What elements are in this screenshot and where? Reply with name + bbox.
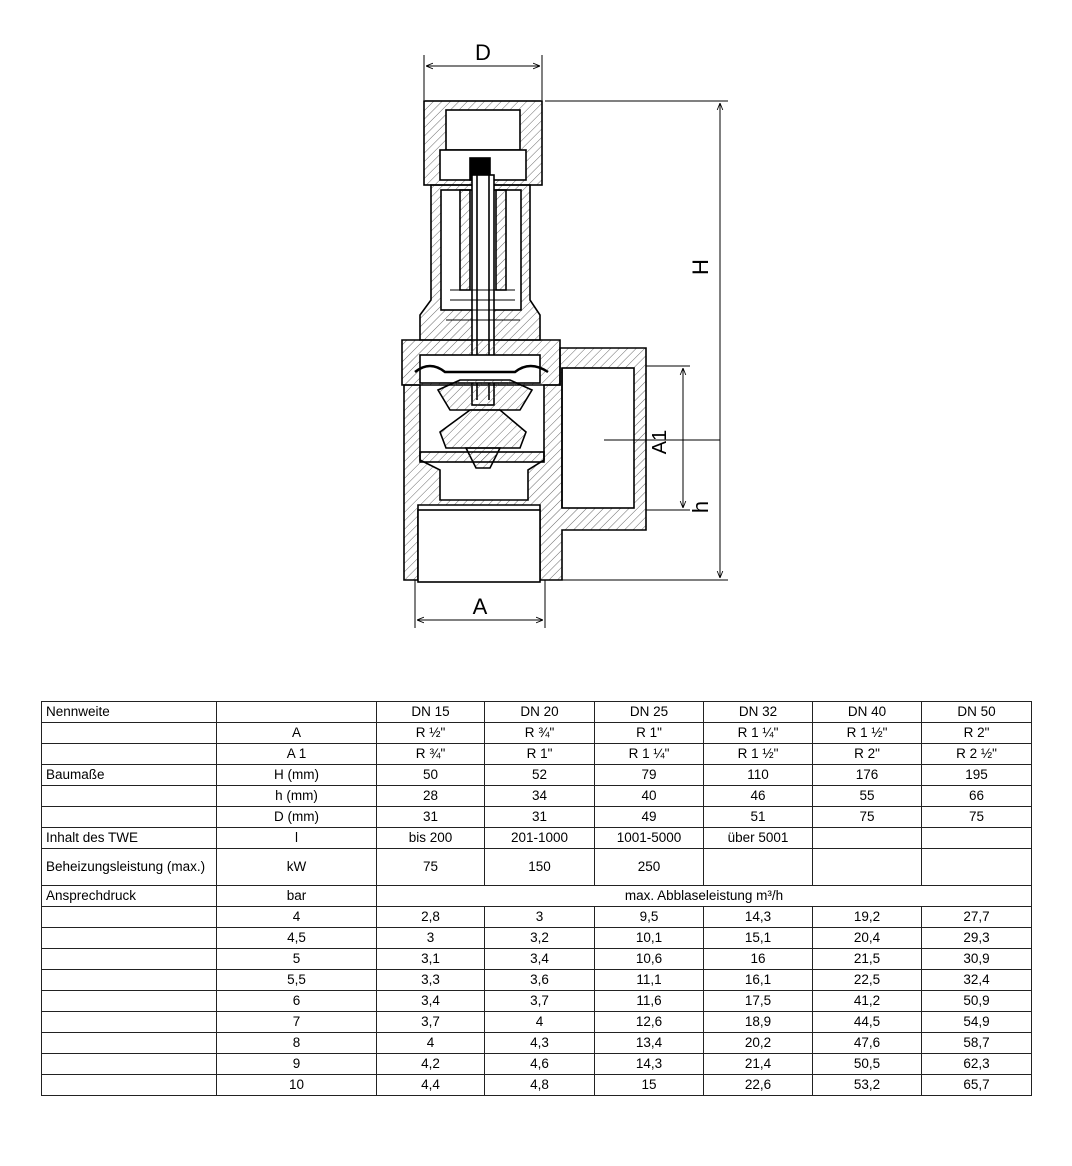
table-cell: 16,1 xyxy=(704,970,813,991)
dim-label-a1: A1 xyxy=(649,429,671,455)
row-label xyxy=(42,807,217,828)
table-cell: 50,5 xyxy=(813,1054,922,1075)
table-cell: 3,7 xyxy=(377,1012,485,1033)
table-cell: R 1" xyxy=(485,744,595,765)
header-label: Nennweite xyxy=(42,702,217,723)
table-cell: 65,7 xyxy=(922,1075,1032,1096)
table-cell: R 2 ½" xyxy=(922,744,1032,765)
table-cell: 3,2 xyxy=(485,928,595,949)
table-cell: 3,4 xyxy=(485,949,595,970)
table-cell: 27,7 xyxy=(922,907,1032,928)
table-cell xyxy=(813,828,922,849)
header-col: DN 20 xyxy=(485,702,595,723)
table-cell: R ¾" xyxy=(377,744,485,765)
table-cell: 11,6 xyxy=(595,991,704,1012)
table-cell: 32,4 xyxy=(922,970,1032,991)
pressure-bar: 9 xyxy=(217,1054,377,1075)
row-label: Inhalt des TWE xyxy=(42,828,217,849)
table-cell: R 1 ½" xyxy=(704,744,813,765)
row-param: kW xyxy=(217,849,377,886)
table-cell: 44,5 xyxy=(813,1012,922,1033)
table-cell: 29,3 xyxy=(922,928,1032,949)
row-label xyxy=(42,744,217,765)
table-cell: 22,6 xyxy=(704,1075,813,1096)
table-row xyxy=(42,807,1032,828)
table-cell: 11,1 xyxy=(595,970,704,991)
blowoff-capacity-label: max. Abblaseleistung m³/h xyxy=(377,886,1032,907)
table-cell: 20,2 xyxy=(704,1033,813,1054)
table-cell xyxy=(813,849,922,886)
header-col: DN 32 xyxy=(704,702,813,723)
table-cell: 15,1 xyxy=(704,928,813,949)
table-cell: 195 xyxy=(922,765,1032,786)
spec-table xyxy=(41,701,1032,1096)
table-cell: 41,2 xyxy=(813,991,922,1012)
table-cell xyxy=(922,828,1032,849)
pressure-bar: 5 xyxy=(217,949,377,970)
pressure-row xyxy=(42,949,1032,970)
table-cell: 250 xyxy=(595,849,704,886)
table-cell: 34 xyxy=(485,786,595,807)
table-cell: bis 200 xyxy=(377,828,485,849)
table-cell: 31 xyxy=(377,807,485,828)
table-cell: 9,5 xyxy=(595,907,704,928)
row-label-empty xyxy=(42,1075,217,1096)
table-cell: 21,4 xyxy=(704,1054,813,1075)
table-cell: 4,4 xyxy=(377,1075,485,1096)
table-cell: 4,8 xyxy=(485,1075,595,1096)
row-param: H (mm) xyxy=(217,765,377,786)
table-cell: 28 xyxy=(377,786,485,807)
header-col: DN 50 xyxy=(922,702,1032,723)
row-label-empty xyxy=(42,1054,217,1075)
table-cell: R 1 ¼" xyxy=(704,723,813,744)
table-cell: über 5001 xyxy=(704,828,813,849)
pressure-row xyxy=(42,1012,1032,1033)
table-cell: 30,9 xyxy=(922,949,1032,970)
header-empty xyxy=(217,702,377,723)
table-cell: 3 xyxy=(377,928,485,949)
pressure-row xyxy=(42,1033,1032,1054)
table-cell: 3,1 xyxy=(377,949,485,970)
table-cell: 3,6 xyxy=(485,970,595,991)
table-cell: 4 xyxy=(377,1033,485,1054)
table-cell xyxy=(922,849,1032,886)
row-param: D (mm) xyxy=(217,807,377,828)
table-cell: 75 xyxy=(377,849,485,886)
table-cell: R ¾" xyxy=(485,723,595,744)
pressure-bar: 4,5 xyxy=(217,928,377,949)
dim-label-d: D xyxy=(475,40,491,65)
table-cell: 3 xyxy=(485,907,595,928)
row-param: h (mm) xyxy=(217,786,377,807)
table-cell: 16 xyxy=(704,949,813,970)
table-cell: 4,2 xyxy=(377,1054,485,1075)
table-cell: R 2" xyxy=(813,744,922,765)
table-cell: 79 xyxy=(595,765,704,786)
table-cell: 150 xyxy=(485,849,595,886)
pressure-row xyxy=(42,991,1032,1012)
row-label-empty xyxy=(42,1012,217,1033)
table-cell: 2,8 xyxy=(377,907,485,928)
pressure-bar: 4 xyxy=(217,907,377,928)
table-cell: 18,9 xyxy=(704,1012,813,1033)
table-cell: 58,7 xyxy=(922,1033,1032,1054)
table-row xyxy=(42,744,1032,765)
row-param: A xyxy=(217,723,377,744)
table-cell: 201-1000 xyxy=(485,828,595,849)
table-cell: 75 xyxy=(813,807,922,828)
table-cell: 15 xyxy=(595,1075,704,1096)
spec-table-body xyxy=(42,702,1032,1096)
table-cell: 14,3 xyxy=(704,907,813,928)
table-cell: 40 xyxy=(595,786,704,807)
table-cell: 176 xyxy=(813,765,922,786)
pressure-row xyxy=(42,1054,1032,1075)
header-col: DN 40 xyxy=(813,702,922,723)
table-cell: 3,4 xyxy=(377,991,485,1012)
row-label xyxy=(42,786,217,807)
table-cell: 75 xyxy=(922,807,1032,828)
table-cell: 66 xyxy=(922,786,1032,807)
pressure-header-row xyxy=(42,886,1032,907)
table-header-row xyxy=(42,702,1032,723)
table-cell: 12,6 xyxy=(595,1012,704,1033)
table-cell: 50 xyxy=(377,765,485,786)
pressure-row xyxy=(42,1075,1032,1096)
table-row xyxy=(42,786,1032,807)
row-label xyxy=(42,723,217,744)
table-row xyxy=(42,849,1032,886)
table-cell: 55 xyxy=(813,786,922,807)
pressure-unit: bar xyxy=(217,886,377,907)
table-cell: 110 xyxy=(704,765,813,786)
table-cell: 21,5 xyxy=(813,949,922,970)
row-label-empty xyxy=(42,991,217,1012)
table-cell: 31 xyxy=(485,807,595,828)
pressure-bar: 8 xyxy=(217,1033,377,1054)
table-row xyxy=(42,828,1032,849)
pressure-bar: 5,5 xyxy=(217,970,377,991)
row-label-empty xyxy=(42,970,217,991)
table-cell xyxy=(704,849,813,886)
dim-label-h-upper: H xyxy=(688,259,713,275)
pressure-row xyxy=(42,907,1032,928)
table-cell: 52 xyxy=(485,765,595,786)
table-cell: 20,4 xyxy=(813,928,922,949)
row-label-empty xyxy=(42,949,217,970)
table-cell: R 1" xyxy=(595,723,704,744)
header-col: DN 25 xyxy=(595,702,704,723)
row-label: Baumaße xyxy=(42,765,217,786)
table-cell: 13,4 xyxy=(595,1033,704,1054)
row-label: Beheizungsleistung (max.) xyxy=(42,849,217,886)
table-cell: 10,1 xyxy=(595,928,704,949)
table-cell: 47,6 xyxy=(813,1033,922,1054)
row-param: A 1 xyxy=(217,744,377,765)
row-label-empty xyxy=(42,928,217,949)
table-row xyxy=(42,723,1032,744)
table-cell: 53,2 xyxy=(813,1075,922,1096)
table-cell: 62,3 xyxy=(922,1054,1032,1075)
row-param: l xyxy=(217,828,377,849)
table-cell: 10,6 xyxy=(595,949,704,970)
row-label-empty xyxy=(42,1033,217,1054)
table-cell: 4,6 xyxy=(485,1054,595,1075)
pressure-label: Ansprechdruck xyxy=(42,886,217,907)
table-cell: R 1 ½" xyxy=(813,723,922,744)
table-cell: 3,7 xyxy=(485,991,595,1012)
table-cell: 51 xyxy=(704,807,813,828)
pressure-bar: 6 xyxy=(217,991,377,1012)
table-cell: 1001-5000 xyxy=(595,828,704,849)
table-cell: 4,3 xyxy=(485,1033,595,1054)
table-cell: 3,3 xyxy=(377,970,485,991)
row-label-empty xyxy=(42,907,217,928)
table-cell: R 2" xyxy=(922,723,1032,744)
table-cell: R 1 ¼" xyxy=(595,744,704,765)
table-cell: 14,3 xyxy=(595,1054,704,1075)
table-cell: 49 xyxy=(595,807,704,828)
pressure-row xyxy=(42,928,1032,949)
table-cell: R ½" xyxy=(377,723,485,744)
pressure-row xyxy=(42,970,1032,991)
table-cell: 4 xyxy=(485,1012,595,1033)
header-col: DN 15 xyxy=(377,702,485,723)
table-row xyxy=(42,765,1032,786)
dim-label-a: A xyxy=(472,594,488,619)
table-cell: 19,2 xyxy=(813,907,922,928)
table-cell: 46 xyxy=(704,786,813,807)
dim-label-h-lower: h xyxy=(688,500,713,514)
pressure-bar: 10 xyxy=(217,1075,377,1096)
table-cell: 50,9 xyxy=(922,991,1032,1012)
table-cell: 17,5 xyxy=(704,991,813,1012)
table-cell: 54,9 xyxy=(922,1012,1032,1033)
table-cell: 22,5 xyxy=(813,970,922,991)
pressure-bar: 7 xyxy=(217,1012,377,1033)
